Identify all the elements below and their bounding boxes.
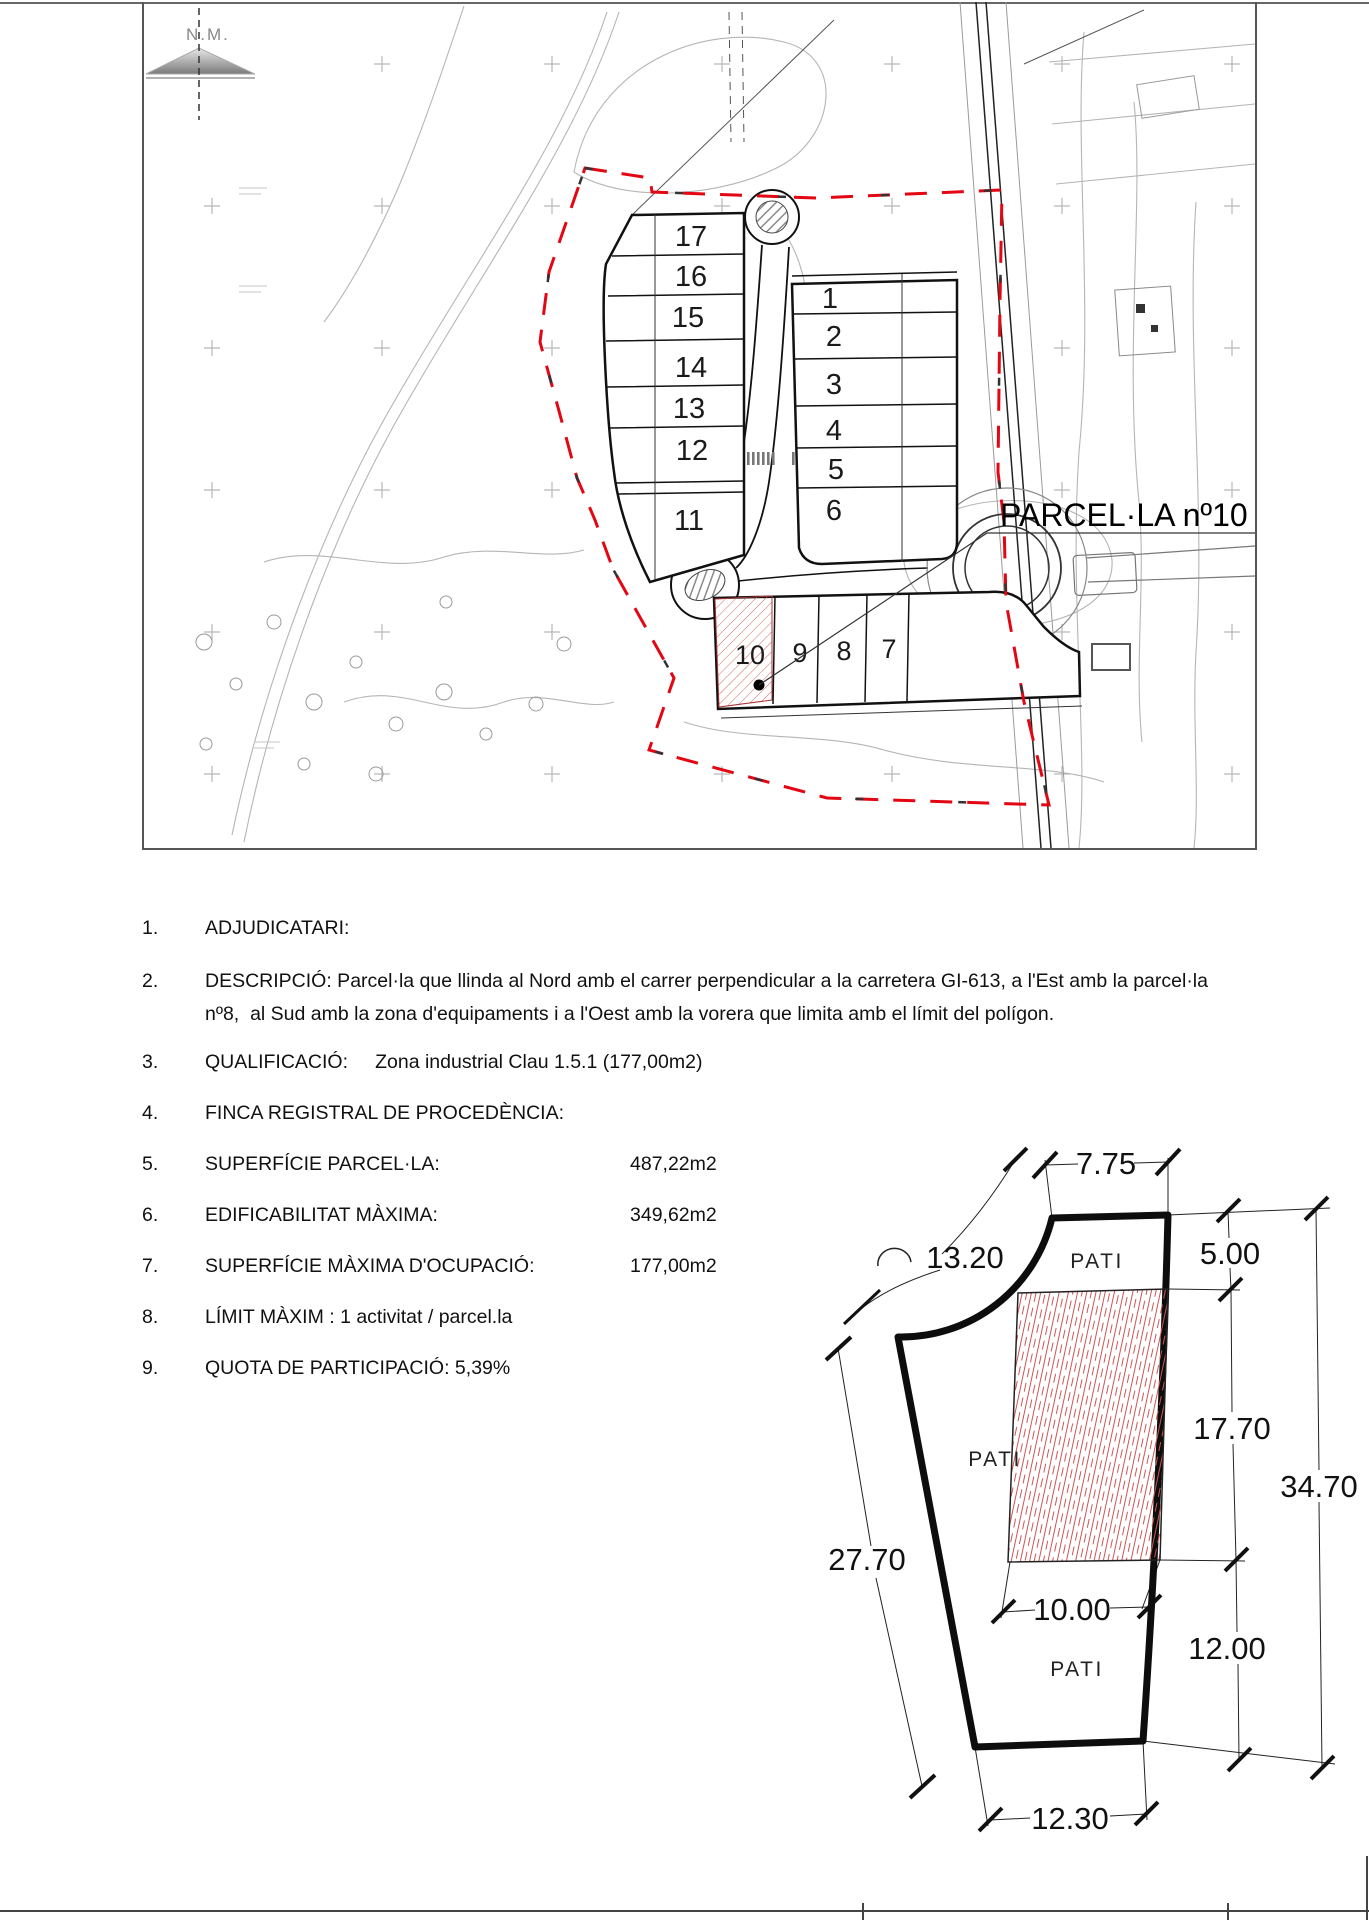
building-envelope-hatched [1008, 1289, 1168, 1562]
item-number: 3. [142, 1051, 159, 1073]
pati-left-label: PATI [968, 1448, 1022, 1471]
parcel-number-5: 5 [827, 454, 845, 486]
parcel-number-8: 8 [836, 636, 852, 666]
parcel-number-13: 13 [672, 393, 706, 425]
footer-divider [862, 1903, 864, 1920]
item-number: 2. [142, 970, 159, 992]
item-value: 177,00m2 [630, 1255, 717, 1277]
parcel-number-7: 7 [881, 634, 897, 664]
dim-34-70: 34.70 [1280, 1469, 1358, 1504]
parcel-block-bottom [714, 592, 1082, 718]
parcel-number-15: 15 [671, 302, 705, 334]
page-right-border [1366, 1856, 1368, 1920]
footer-divider [1227, 1903, 1229, 1920]
parcel-number-16: 16 [674, 261, 708, 293]
dim-12-00: 12.00 [1188, 1631, 1266, 1666]
parcel-10-callout-label: PARCEL·LA nº10 [1000, 497, 1248, 533]
parcel-number-6: 6 [825, 495, 843, 527]
item-text: SUPERFÍCIE MÀXIMA D'OCUPACIÓ: [205, 1255, 535, 1277]
parcel-number-11: 11 [673, 505, 705, 537]
compass-label: N.M. [186, 25, 230, 44]
dim-17-70: 17.70 [1193, 1411, 1271, 1446]
site-plan-map [142, 2, 1257, 850]
dim-12-30: 12.30 [1031, 1801, 1109, 1836]
item-text: EDIFICABILITAT MÀXIMA: [205, 1204, 438, 1226]
parcel-number-10: 10 [734, 640, 766, 670]
parcel-number-12: 12 [675, 435, 709, 467]
item-text: DESCRIPCIÓ: Parcel·la que llinda al Nord amb el carrer perpendicular a la carretera GI-613, a l'Est amb la parcel·la nº8, al Sud amb la zona d'equipaments i a l'Oest amb la vorera que limita amb el límit del polígon. [205, 970, 1214, 1025]
dim-5-00: 5.00 [1199, 1236, 1261, 1271]
dim-7-75: 7.75 [1075, 1146, 1137, 1181]
item-value: 487,22m2 [630, 1153, 717, 1175]
dim-10-00: 10.00 [1033, 1592, 1111, 1627]
pati-top-label: PATI [1070, 1250, 1124, 1273]
parcel-number-3: 3 [825, 369, 843, 401]
parcel-block-right [792, 272, 957, 564]
item-text: SUPERFÍCIE PARCEL·LA: [205, 1153, 440, 1175]
item-number: 8. [142, 1306, 159, 1328]
parcel-number-9: 9 [792, 638, 808, 668]
list-item-3 [142, 1050, 1232, 1074]
item-number: 7. [142, 1255, 159, 1277]
item-number: 5. [142, 1153, 159, 1175]
parcel-number-2: 2 [825, 321, 843, 353]
parcel-detail-diagram [790, 1118, 1365, 1858]
list-item-1 [142, 916, 1232, 940]
pati-bottom-label: PATI [1050, 1658, 1104, 1681]
parcel-number-14: 14 [674, 352, 708, 384]
item-number: 1. [142, 917, 159, 939]
dim-27-70: 27.70 [828, 1542, 906, 1577]
dim-13-20: 13.20 [926, 1240, 1004, 1275]
parcel-number-1: 1 [821, 283, 839, 315]
item-text: ADJUDICATARI: [205, 917, 350, 939]
list-item-2 [142, 965, 1232, 1031]
footer-table-top-rule [0, 1910, 1369, 1912]
parcel-number-4: 4 [825, 415, 843, 447]
item-number: 9. [142, 1357, 159, 1379]
item-number: 4. [142, 1102, 159, 1124]
item-text: LÍMIT MÀXIM : 1 activitat / parcel.la [205, 1306, 513, 1328]
item-number: 6. [142, 1204, 159, 1226]
item-text: QUALIFICACIÓ: Zona industrial Clau 1.5.1 (177,00m2) [205, 1051, 703, 1073]
item-text: FINCA REGISTRAL DE PROCEDÈNCIA: [205, 1102, 565, 1124]
item-value: 349,62m2 [630, 1204, 717, 1226]
item-text: QUOTA DE PARTICIPACIÓ: 5,39% [205, 1357, 511, 1379]
parcel-number-17: 17 [674, 221, 708, 253]
